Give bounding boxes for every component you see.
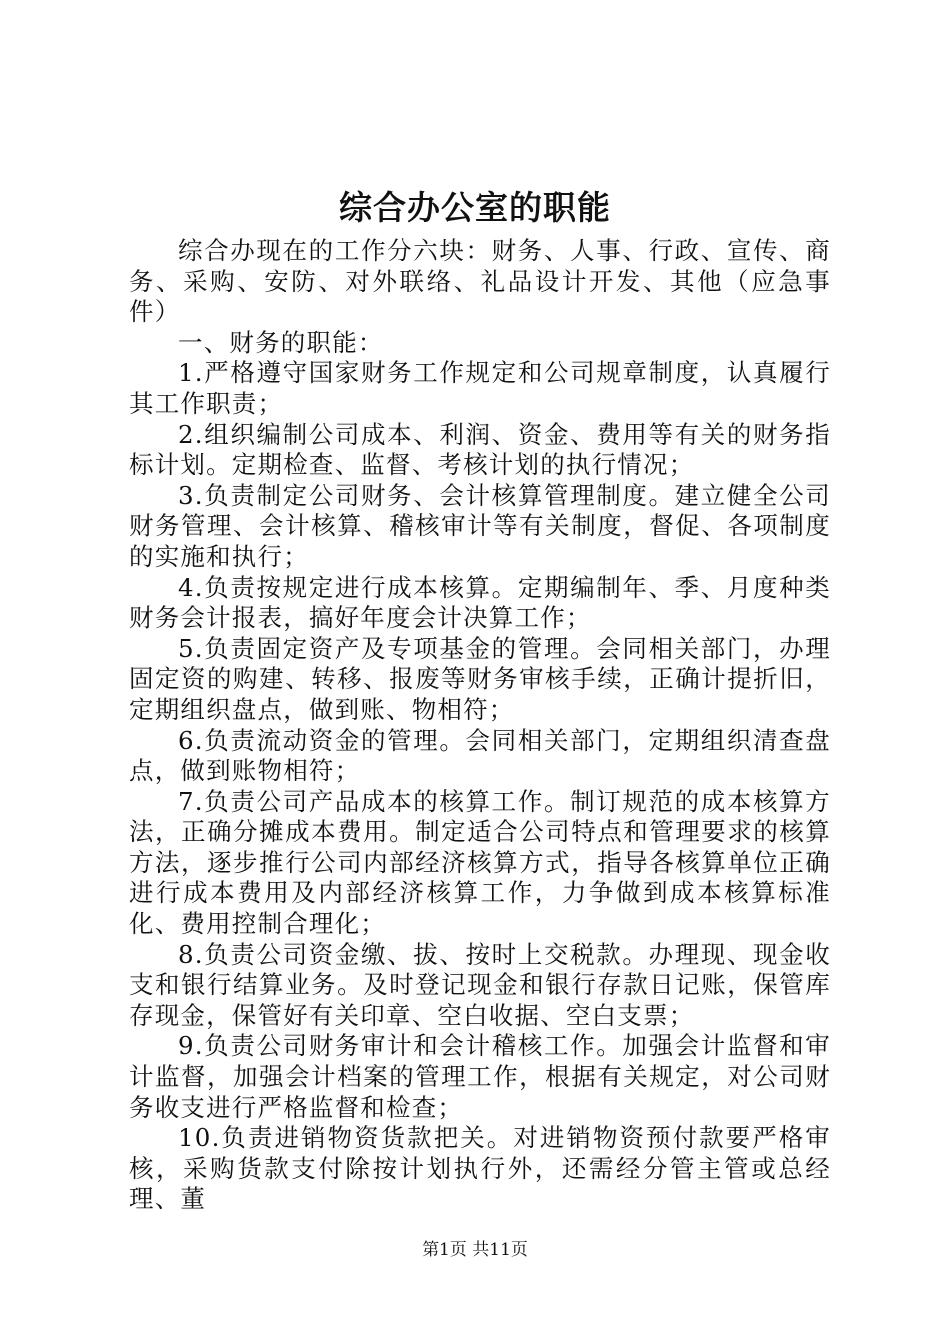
- list-item: 5.负责固定资产及专项基金的管理。会同相关部门，办理固定资的购建、转移、报废等财务审核手续，正确计提折旧，定期组织盘点，做到账、物相符；: [129, 633, 831, 724]
- list-item: 1.严格遵守国家财务工作规定和公司规章制度，认真履行其工作职责；: [129, 358, 831, 418]
- page-number-footer: 第1页 共11页: [422, 1240, 528, 1260]
- list-item: 2.组织编制公司成本、利润、资金、费用等有关的财务指标计划。定期检查、监督、考核计划的执行情况；: [129, 419, 831, 480]
- list-item: 6.负责流动资金的管理。会同相关部门，定期组织清查盘点，做到账物相符；: [129, 725, 831, 786]
- document-body: [129, 236, 831, 1215]
- list-item: 8.负责公司资金缴、拔、按时上交税款。办理现、现金收支和银行结算业务。及时登记现金和银行存款日记账，保管库存现金，保管好有关印章、空白收据、空白支票；: [129, 939, 831, 1030]
- list-item: 3.负责制定公司财务、会计核算管理制度。建立健全公司财务管理、会计核算、稽核审计等有关制度，督促、各项制度的实施和执行；: [129, 480, 831, 571]
- list-item: 4.负责按规定进行成本核算。定期编制年、季、月度种类财务会计报表，搞好年度会计决算工作；: [129, 572, 831, 633]
- list-item: 7.负责公司产品成本的核算工作。制订规范的成本核算方法，正确分摊成本费用。制定适合公司特点和管理要求的核算方法，逐步推行公司内部经济核算方式，指导各核算单位正确进行成本费用及内部经济核算工作，力争做到成本核算标准化、费用控制合理化；: [129, 786, 831, 939]
- paragraph-intro: 综合办现在的工作分六块：财务、人事、行政、宣传、商务、采购、安防、对外联络、礼品设计开发、其他（应急事件）: [129, 236, 831, 327]
- section-heading-finance: 一、财务的职能：: [178, 327, 384, 357]
- document-title: 综合办公室的职能: [339, 188, 611, 227]
- list-item: 9.负责公司财务审计和会计稽核工作。加强会计监督和审计监督，加强会计档案的管理工作，根据有关规定，对公司财务收支进行严格监督和检查；: [129, 1031, 831, 1122]
- list-item: 10.负责进销物资货款把关。对进销物资预付款要严格审核，采购货款支付除按计划执行外，还需经分管主管或总经理、董: [129, 1123, 831, 1214]
